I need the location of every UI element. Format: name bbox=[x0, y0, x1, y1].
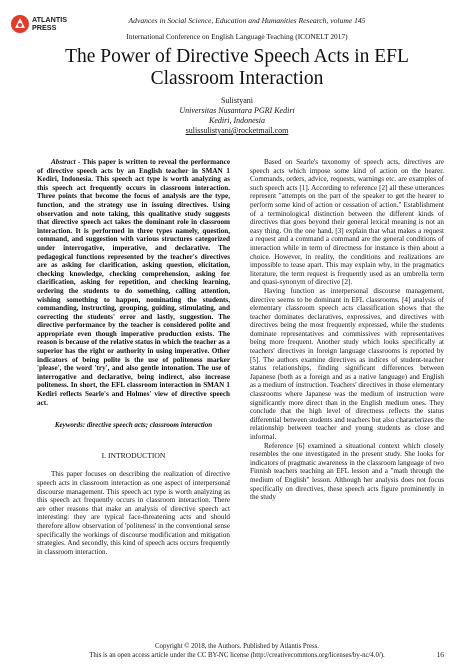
paper-title: The Power of Directive Speech Acts in EFL Classroom Interaction bbox=[65, 46, 409, 89]
keywords: Keywords: directive speech acts; classroom interaction bbox=[54, 421, 213, 430]
body-paragraph-3: Reference [6] examined a situational context which closely resembles the one investigated in the present study. She looks for indicators of pragmatic awareness in the classroom language of two Finnish teachers teaching an EFL lesson and a "math through the medium of English" lesson. Although her analysis does not focus specifically on directives, these speech acts figure prominently in the study bbox=[250, 441, 444, 502]
left-column bbox=[37, 158, 230, 556]
author-name: Sulistyani bbox=[220, 96, 253, 105]
conference-header: International Conference on English Language Teaching (ICONELT 2017) bbox=[126, 32, 348, 41]
author-city: Kediri, Indonesia bbox=[209, 116, 265, 125]
author-affiliation: Universitas Nusantara PGRI Kediri bbox=[179, 106, 295, 115]
atlantis-logo-icon bbox=[10, 14, 30, 34]
footer bbox=[20, 642, 454, 660]
abstract-label: Abstract bbox=[51, 158, 76, 166]
abstract bbox=[37, 158, 230, 407]
page-number: 16 bbox=[436, 650, 444, 659]
logo-text: ATLANTIS PRESS bbox=[32, 15, 67, 32]
abstract-text: - This paper is written to reveal the performance of directive speech acts by an English teacher in SMAN 1 Kediri, Indonesia. This speech act type is worth analyzing as this speech act frequently occurs in classroom interaction. Three points that become the focus of analysis are the type, function, and the strategy use in issuing directives. Using observation and note taking, this qualitative study suggests that directive speech act takes the dominant role in classroom interaction. It is performed in three types namely, question, command, and suggestion with various structures categorized under interrogative, imperative, and declarative. The pedagogical functions represented by the teacher's directives are as asking for clarification, asking question, elicitation, checking knowledge, checking comprehension, asking for clarification, asking for repetition, and checking learning, ordering the students to do something, calling attention, wishing something to happen, nominating the students, commanding, instructing, grouping, guiding, stimulating, and correcting the students' error and lastly, suggestion. The directive performance by the teacher is considered polite and appropriate even though imperative production exists. The reason is because of the relative status in which the teacher as a superior has the right or authority in using imperative. Other indicators of being polite is the use of politeness marker 'please', the word 'try', and also gentle intonation. The use of interrogative and declarative, being indirect, also increase politeness. In short, the EFL classroom interaction in SMAN 1 Kediri reflects Searle's and Holmes' view of directive speech act. bbox=[37, 158, 230, 407]
section-heading-introduction: I. INTRODUCTION bbox=[101, 450, 166, 460]
right-column bbox=[250, 158, 444, 502]
copyright-line: Copyright © 2018, the Authors. Published by Atlantis Press. bbox=[155, 643, 319, 650]
intro-paragraph: This paper focuses on describing the realization of directive speech acts in classroom interaction as one aspect of interpersonal discourse management. This speech act type is worth analyzing as this speech act frequently occurs in classroom interaction. There are other reasons that make an analysis of directive speech act interesting: they are typical face-threatening acts and should therefore allow observation of 'politeness' in the conventional sense specifically the workings of discourse modification and mitigation strategies. And secondly, this kind of speech acts occurs frequently in classroom interaction. bbox=[37, 470, 230, 556]
author-email[interactable]: sulissulistyani@rocketmail.com bbox=[185, 126, 289, 135]
journal-header: Advances in Social Science, Education and Humanities Research, volume 145 bbox=[128, 16, 366, 25]
body-paragraph-1: Based on Searle's taxonomy of speech acts, directives are speech acts which impose some kind of action on the hearer. Commands, orders, advice, requests, warnings etc. are examples of such speech acts [1]. According to reference [2] all these utterances represent "attempts on the part of the speaker to get the hearer to perform some kind of action or cessation of action." Establishment of a terminological distinction between the different kinds of directives that goes beyond their general lexical meaning is not an easy thing. On the one hand, [3] explain that what makes a request a request and a command a command are the general conditions of interaction while in term of directness for instance is then about a choice. However, in reality, the conditions and realizations are impossible to tease apart. This may explain why, in the pragmatics literature, the term request is frequently used as an umbrella term and quasi-synonym of directive [2]. bbox=[250, 158, 444, 287]
author-block bbox=[0, 96, 474, 136]
license-line: This is an open access article under the CC BY-NC license (http://creativecommons.org/licenses/by-nc/4.0/). bbox=[89, 652, 385, 659]
body-paragraph-2: Having function as interpersonal discourse management, directive seems to be dominant in EFL classrooms. [4] analysis of elementary classroom speech acts classification shows that the teacher dominates declaratives, expressives, and directives with directives being the most frequently expressed, while the students dominate representatives and commissives with representatives being more frequent. Another study which looks specifically at teachers' directives in foreign language classrooms is reported by [5]. The authors examine directives as indices of student-teacher status relationships, finding significant differences between Japanese (both as a foreign and as a native language) and English as a medium of instruction. Teachers' directives in those elementary classrooms where Japanese was the medium of instruction were significantly more direct than in the English medium ones. They conclude that the high level of directness reflects the status differential between students and teachers but also characterizes the relationship between teacher and young students as close and informal. bbox=[250, 286, 444, 441]
